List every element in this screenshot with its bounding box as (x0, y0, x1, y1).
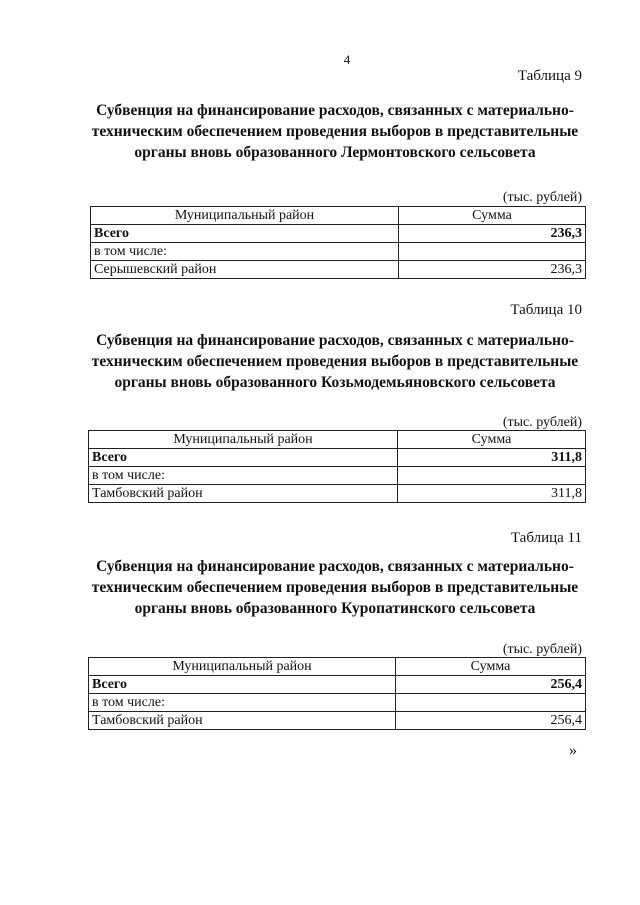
table-row-including (89, 694, 586, 712)
table-row-total (91, 225, 586, 243)
total-label: Всего (89, 676, 396, 694)
table-header-row (89, 658, 586, 676)
subvention-table-9 (90, 206, 586, 279)
including-label: в том числе: (89, 694, 396, 712)
column-header-district: Муниципальный район (91, 207, 399, 225)
empty-cell (396, 694, 586, 712)
table-label-9: Таблица 9 (517, 68, 582, 84)
empty-cell (399, 243, 586, 261)
table-row-district (89, 712, 586, 730)
district-value: 236,3 (399, 261, 586, 279)
total-value: 311,8 (398, 449, 586, 467)
column-header-district: Муниципальный район (89, 658, 396, 676)
table-label-11: Таблица 11 (510, 530, 582, 546)
total-label: Всего (89, 449, 398, 467)
column-header-sum: Сумма (398, 431, 586, 449)
including-label: в том числе: (91, 243, 399, 261)
column-header-sum: Сумма (396, 658, 586, 676)
table-row-including (91, 243, 586, 261)
table-row-district (89, 485, 586, 503)
district-value: 311,8 (398, 485, 586, 503)
total-value: 256,4 (396, 676, 586, 694)
table-row-district (91, 261, 586, 279)
column-header-sum: Сумма (399, 207, 586, 225)
table-title-10: Субвенция на финансирование расходов, связанных с материально-техническим обеспечением проведения выборов в представительные органы вновь образованного Козьмодемьяновского сельсовета (91, 332, 579, 391)
subvention-table-11 (88, 657, 586, 730)
page-number: 4 (343, 52, 351, 67)
table-label-10: Таблица 10 (510, 302, 582, 318)
table-row-including (89, 467, 586, 485)
units-label-9: (тыс. рублей) (502, 190, 582, 205)
table-title-9: Субвенция на финансирование расходов, связанных с материально-техническим обеспечением проведения выборов в представительные органы вновь образованного Лермонтовского сельсовета (91, 102, 579, 161)
subvention-table-10 (88, 430, 586, 503)
closing-quote-mark: » (569, 742, 577, 759)
district-name: Тамбовский район (89, 485, 398, 503)
table-row-total (89, 449, 586, 467)
table-header-row (89, 431, 586, 449)
table-header-row (91, 207, 586, 225)
table-row-total (89, 676, 586, 694)
table-title-11: Субвенция на финансирование расходов, связанных с материально-техническим обеспечением проведения выборов в представительные органы вновь образованного Куропатинского сельсовета (91, 558, 579, 617)
column-header-district: Муниципальный район (89, 431, 398, 449)
empty-cell (398, 467, 586, 485)
total-value: 236,3 (399, 225, 586, 243)
district-name: Серышевский район (91, 261, 399, 279)
units-label-11: (тыс. рублей) (502, 642, 582, 657)
units-label-10: (тыс. рублей) (502, 415, 582, 430)
district-name: Тамбовский район (89, 712, 396, 730)
district-value: 256,4 (396, 712, 586, 730)
including-label: в том числе: (89, 467, 398, 485)
total-label: Всего (91, 225, 399, 243)
